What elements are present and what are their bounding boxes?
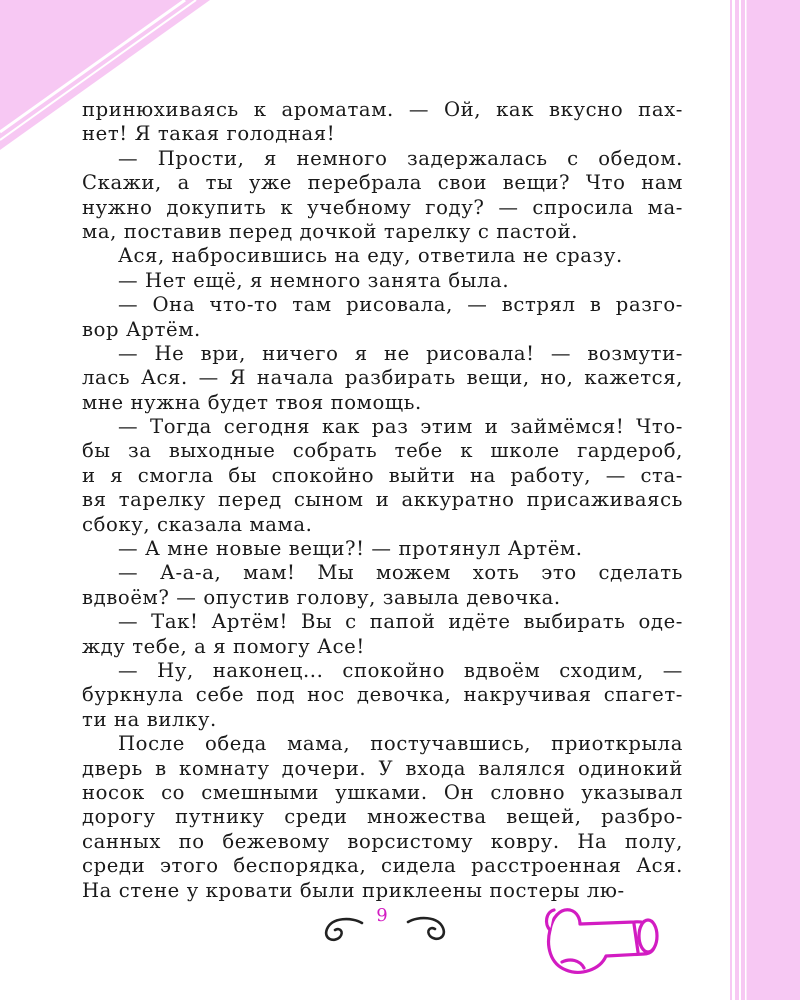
text-line: На стене у кровати были приклеены постеры лю- <box>82 878 625 902</box>
text-line: — А мне новые вещи?! — протянул Артём. <box>118 537 583 561</box>
text-line: — Тогда сегодня как раз этим и займёмся! Что- <box>118 415 683 439</box>
text-line: мне нужна будет твоя помощь. <box>82 390 422 414</box>
text-line: Ася, набросившись на еду, ответила не сразу. <box>118 244 623 268</box>
text-line: ма, поставив перед дочкой тарелку с пастой. <box>82 219 579 243</box>
text-line: вя тарелку перед сыном и аккуратно присаживаясь <box>82 488 683 512</box>
sock-icon <box>540 898 670 978</box>
text-line: — Так! Артём! Вы с папой идёте выбирать оде- <box>118 610 683 634</box>
left-swirl-ornament <box>322 915 366 945</box>
text-line: нет! Я такая голодная! <box>82 122 336 146</box>
text-line: Скажи, а ты уже перебрала свои вещи? Что нам <box>82 171 683 195</box>
text-line: среди этого беспорядка, сидела расстроенная Ася. <box>82 854 683 878</box>
text-line: нужно докупить к учебному году? — спросила ма- <box>82 195 683 219</box>
right-border-decoration <box>730 0 800 1000</box>
text-line: — А-а-а, мам! Мы можем хоть это сделать <box>118 561 683 585</box>
text-line: После обеда мама, постучавшись, приоткрыла <box>118 732 683 756</box>
page-number: 9 <box>376 905 388 926</box>
text-line: бы за выходные собрать тебе к школе гардероб, <box>82 439 683 463</box>
text-line: вор Артём. <box>82 317 201 341</box>
text-line: — Нет ещё, я немного занята была. <box>118 268 510 292</box>
text-line: сбоку, сказала мама. <box>82 512 313 536</box>
text-line: — Не ври, ничего я не рисовала! — возмути- <box>118 341 683 365</box>
text-line: лась Ася. — Я начала разбирать вещи, но, кажется, <box>82 366 683 390</box>
text-line: принюхиваясь к ароматам. — Ой, как вкусно пах- <box>82 98 683 121</box>
text-line: вдвоём? — опустив голову, завыла девочка. <box>82 585 561 609</box>
text-line: носок со смешными ушками. Он словно указывал <box>82 780 683 804</box>
text-line: — Прости, я немного задержалась с обедом. <box>118 146 683 170</box>
text-line: дверь в комнату дочери. У входа валялся одинокий <box>82 756 683 780</box>
right-swirl-ornament <box>404 914 448 944</box>
text-line: дорогу путнику среди множества вещей, разбро- <box>82 805 683 829</box>
text-line: санных по бежевому ворсистому ковру. На полу, <box>82 829 683 853</box>
body-text <box>82 98 683 903</box>
text-line: жду тебе, а я помогу Асе! <box>82 634 365 658</box>
text-line: и я смогла бы спокойно выйти на работу, — ста- <box>82 463 683 487</box>
text-line: ти на вилку. <box>82 707 217 731</box>
text-line: — Она что-то там рисовала, — встрял в разго- <box>118 293 683 317</box>
text-line: буркнула себе под нос девочка, накручивая спагет- <box>82 683 683 707</box>
text-line: — Ну, наконец... спокойно вдвоём сходим, — <box>118 658 683 682</box>
